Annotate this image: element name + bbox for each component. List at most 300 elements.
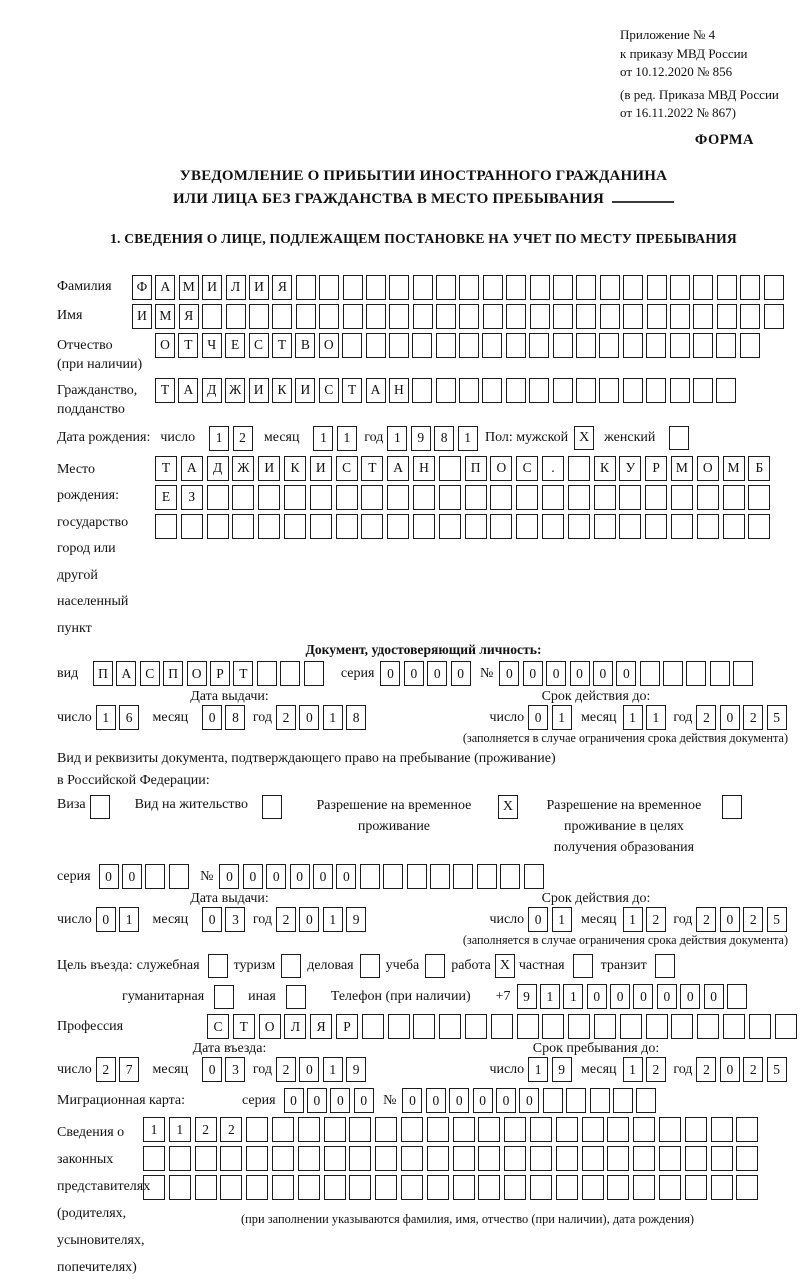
purpose-checkbox-commercial[interactable]: [360, 954, 380, 978]
char-cell[interactable]: Я: [310, 1014, 332, 1039]
char-cell[interactable]: 5: [767, 705, 787, 730]
char-cell[interactable]: [623, 378, 643, 403]
char-cell[interactable]: [659, 1117, 681, 1142]
char-cell[interactable]: [436, 304, 456, 329]
char-cell[interactable]: И: [258, 456, 280, 481]
char-cell[interactable]: О: [319, 333, 339, 358]
char-cell[interactable]: Т: [233, 661, 253, 686]
char-cell[interactable]: 0: [528, 907, 548, 932]
char-cell[interactable]: 1: [563, 984, 583, 1009]
char-cell[interactable]: [342, 333, 362, 358]
char-cell[interactable]: В: [295, 333, 315, 358]
char-cell[interactable]: [733, 661, 753, 686]
char-cell[interactable]: 1: [646, 705, 666, 730]
char-cell[interactable]: [740, 333, 760, 358]
char-cell[interactable]: О: [155, 333, 175, 358]
char-cell[interactable]: [324, 1175, 346, 1200]
char-cell[interactable]: [723, 485, 745, 510]
char-cell[interactable]: [181, 514, 203, 539]
char-cell[interactable]: 0: [546, 661, 566, 686]
char-cell[interactable]: [483, 304, 503, 329]
char-cell[interactable]: 6: [119, 705, 139, 730]
char-cell[interactable]: [195, 1146, 217, 1171]
char-cell[interactable]: Д: [202, 378, 222, 403]
char-cell[interactable]: [716, 333, 736, 358]
char-cell[interactable]: 0: [404, 661, 424, 686]
char-cell[interactable]: [343, 275, 363, 300]
char-cell[interactable]: [319, 304, 339, 329]
char-cell[interactable]: Т: [272, 333, 292, 358]
char-cell[interactable]: 0: [496, 1088, 516, 1113]
char-cell[interactable]: [383, 864, 403, 889]
char-cell[interactable]: [478, 1146, 500, 1171]
char-cell[interactable]: [530, 304, 550, 329]
char-cell[interactable]: 1: [528, 1057, 548, 1082]
char-cell[interactable]: [465, 514, 487, 539]
char-cell[interactable]: 2: [276, 705, 296, 730]
char-cell[interactable]: 0: [499, 661, 519, 686]
valid-day-cells[interactable]: [528, 705, 575, 730]
char-cell[interactable]: [553, 275, 573, 300]
char-cell[interactable]: [529, 378, 549, 403]
char-cell[interactable]: С: [516, 456, 538, 481]
char-cell[interactable]: [646, 1014, 668, 1039]
char-cell[interactable]: [506, 333, 526, 358]
char-cell[interactable]: [439, 456, 461, 481]
char-cell[interactable]: 1: [623, 1057, 643, 1082]
char-cell[interactable]: [427, 1175, 449, 1200]
char-cell[interactable]: [693, 304, 713, 329]
char-cell[interactable]: Н: [413, 456, 435, 481]
char-cell[interactable]: 0: [219, 864, 239, 889]
char-cell[interactable]: 1: [169, 1117, 191, 1142]
char-cell[interactable]: [582, 1146, 604, 1171]
char-cell[interactable]: [349, 1175, 371, 1200]
char-cell[interactable]: 0: [616, 661, 636, 686]
char-cell[interactable]: [685, 1146, 707, 1171]
char-cell[interactable]: Л: [284, 1014, 306, 1039]
char-cell[interactable]: [633, 1175, 655, 1200]
sex-male-checkbox[interactable]: X: [574, 426, 594, 450]
char-cell[interactable]: 0: [299, 907, 319, 932]
char-cell[interactable]: [500, 864, 520, 889]
char-cell[interactable]: [453, 864, 473, 889]
char-cell[interactable]: [717, 275, 737, 300]
char-cell[interactable]: 0: [720, 907, 740, 932]
char-cell[interactable]: 0: [587, 984, 607, 1009]
char-cell[interactable]: 0: [427, 661, 447, 686]
char-cell[interactable]: Д: [207, 456, 229, 481]
char-cell[interactable]: 0: [307, 1088, 327, 1113]
char-cell[interactable]: [207, 514, 229, 539]
issue-month-cells[interactable]: [202, 705, 249, 730]
char-cell[interactable]: [143, 1146, 165, 1171]
migcard-series-cells[interactable]: [284, 1088, 378, 1113]
char-cell[interactable]: П: [465, 456, 487, 481]
char-cell[interactable]: И: [310, 456, 332, 481]
char-cell[interactable]: [169, 1146, 191, 1171]
char-cell[interactable]: [477, 864, 497, 889]
char-cell[interactable]: 0: [330, 1088, 350, 1113]
char-cell[interactable]: [361, 485, 383, 510]
char-cell[interactable]: [553, 378, 573, 403]
char-cell[interactable]: Р: [645, 456, 667, 481]
char-cell[interactable]: [529, 333, 549, 358]
char-cell[interactable]: [568, 485, 590, 510]
char-cell[interactable]: [366, 304, 386, 329]
birth-year-cells[interactable]: [387, 426, 481, 451]
char-cell[interactable]: [647, 304, 667, 329]
char-cell[interactable]: [491, 1014, 513, 1039]
char-cell[interactable]: 8: [434, 426, 454, 451]
char-cell[interactable]: 2: [646, 907, 666, 932]
char-cell[interactable]: [543, 1088, 563, 1113]
char-cell[interactable]: 9: [411, 426, 431, 451]
char-cell[interactable]: [599, 378, 619, 403]
char-cell[interactable]: [582, 1175, 604, 1200]
char-cell[interactable]: 1: [323, 907, 343, 932]
char-cell[interactable]: 2: [743, 907, 763, 932]
char-cell[interactable]: Ч: [202, 333, 222, 358]
char-cell[interactable]: [413, 485, 435, 510]
char-cell[interactable]: [693, 275, 713, 300]
char-cell[interactable]: 0: [704, 984, 724, 1009]
char-cell[interactable]: [478, 1117, 500, 1142]
char-cell[interactable]: 0: [570, 661, 590, 686]
char-cell[interactable]: [298, 1117, 320, 1142]
char-cell[interactable]: [195, 1175, 217, 1200]
char-cell[interactable]: А: [181, 456, 203, 481]
char-cell[interactable]: 1: [623, 705, 643, 730]
representatives-cells-1[interactable]: [143, 1117, 762, 1142]
char-cell[interactable]: [413, 1014, 435, 1039]
char-cell[interactable]: 2: [696, 1057, 716, 1082]
birthplace-cells-2[interactable]: [155, 485, 774, 510]
char-cell[interactable]: П: [93, 661, 113, 686]
char-cell[interactable]: [361, 514, 383, 539]
char-cell[interactable]: 2: [743, 705, 763, 730]
char-cell[interactable]: [324, 1117, 346, 1142]
char-cell[interactable]: М: [155, 304, 175, 329]
char-cell[interactable]: [775, 1014, 797, 1039]
char-cell[interactable]: [439, 514, 461, 539]
char-cell[interactable]: Р: [210, 661, 230, 686]
char-cell[interactable]: [436, 378, 456, 403]
char-cell[interactable]: [401, 1175, 423, 1200]
char-cell[interactable]: [246, 1175, 268, 1200]
char-cell[interactable]: 0: [313, 864, 333, 889]
char-cell[interactable]: [623, 304, 643, 329]
char-cell[interactable]: [640, 661, 660, 686]
char-cell[interactable]: [375, 1175, 397, 1200]
char-cell[interactable]: [366, 275, 386, 300]
char-cell[interactable]: [375, 1146, 397, 1171]
char-cell[interactable]: [349, 1117, 371, 1142]
char-cell[interactable]: [246, 1146, 268, 1171]
char-cell[interactable]: [310, 485, 332, 510]
char-cell[interactable]: [594, 1014, 616, 1039]
char-cell[interactable]: 0: [99, 864, 119, 889]
char-cell[interactable]: [387, 485, 409, 510]
char-cell[interactable]: [169, 1175, 191, 1200]
char-cell[interactable]: А: [178, 378, 198, 403]
char-cell[interactable]: К: [272, 378, 292, 403]
char-cell[interactable]: 0: [202, 907, 222, 932]
stay-valid-month-cells[interactable]: [623, 907, 670, 932]
char-cell[interactable]: [375, 1117, 397, 1142]
issue-year-cells[interactable]: [276, 705, 370, 730]
char-cell[interactable]: [663, 661, 683, 686]
char-cell[interactable]: 0: [633, 984, 653, 1009]
birthplace-cells-1[interactable]: [155, 456, 774, 481]
char-cell[interactable]: 7: [119, 1057, 139, 1082]
char-cell[interactable]: [600, 275, 620, 300]
char-cell[interactable]: [427, 1146, 449, 1171]
char-cell[interactable]: [723, 514, 745, 539]
char-cell[interactable]: [620, 1014, 642, 1039]
char-cell[interactable]: 0: [720, 705, 740, 730]
entry-month-cells[interactable]: [202, 1057, 249, 1082]
char-cell[interactable]: Ф: [132, 275, 152, 300]
char-cell[interactable]: Т: [178, 333, 198, 358]
char-cell[interactable]: [284, 514, 306, 539]
char-cell[interactable]: 3: [225, 907, 245, 932]
char-cell[interactable]: 0: [96, 907, 116, 932]
char-cell[interactable]: [576, 304, 596, 329]
char-cell[interactable]: О: [187, 661, 207, 686]
char-cell[interactable]: [670, 275, 690, 300]
char-cell[interactable]: 0: [720, 1057, 740, 1082]
char-cell[interactable]: А: [155, 275, 175, 300]
char-cell[interactable]: [697, 485, 719, 510]
char-cell[interactable]: 1: [458, 426, 478, 451]
char-cell[interactable]: 0: [243, 864, 263, 889]
char-cell[interactable]: [566, 1088, 586, 1113]
char-cell[interactable]: [607, 1117, 629, 1142]
char-cell[interactable]: [568, 1014, 590, 1039]
char-cell[interactable]: М: [179, 275, 199, 300]
char-cell[interactable]: [389, 304, 409, 329]
firstname-cells[interactable]: [132, 304, 787, 329]
char-cell[interactable]: [430, 864, 450, 889]
purpose-checkbox-private[interactable]: [573, 954, 593, 978]
char-cell[interactable]: [232, 514, 254, 539]
char-cell[interactable]: [298, 1146, 320, 1171]
char-cell[interactable]: [693, 333, 713, 358]
char-cell[interactable]: Я: [272, 275, 292, 300]
char-cell[interactable]: М: [723, 456, 745, 481]
char-cell[interactable]: [607, 1175, 629, 1200]
char-cell[interactable]: И: [202, 275, 222, 300]
char-cell[interactable]: [202, 304, 222, 329]
char-cell[interactable]: [343, 304, 363, 329]
citizenship-cells[interactable]: [155, 378, 740, 403]
char-cell[interactable]: Я: [179, 304, 199, 329]
char-cell[interactable]: [232, 485, 254, 510]
char-cell[interactable]: [226, 304, 246, 329]
edu-residence-checkbox[interactable]: [722, 795, 742, 819]
stay-series-cells[interactable]: [99, 864, 193, 889]
char-cell[interactable]: Т: [155, 378, 175, 403]
char-cell[interactable]: [736, 1146, 758, 1171]
char-cell[interactable]: [490, 514, 512, 539]
char-cell[interactable]: 1: [552, 705, 572, 730]
char-cell[interactable]: [220, 1175, 242, 1200]
char-cell[interactable]: 1: [540, 984, 560, 1009]
char-cell[interactable]: [576, 378, 596, 403]
char-cell[interactable]: [413, 275, 433, 300]
doc-series-cells[interactable]: [380, 661, 474, 686]
char-cell[interactable]: [568, 514, 590, 539]
purpose-checkbox-work[interactable]: X: [495, 954, 515, 978]
char-cell[interactable]: [530, 1175, 552, 1200]
char-cell[interactable]: [671, 1014, 693, 1039]
char-cell[interactable]: [336, 485, 358, 510]
char-cell[interactable]: [272, 1117, 294, 1142]
char-cell[interactable]: П: [163, 661, 183, 686]
char-cell[interactable]: 8: [346, 705, 366, 730]
char-cell[interactable]: [633, 1146, 655, 1171]
char-cell[interactable]: [594, 485, 616, 510]
stay-valid-day-cells[interactable]: [528, 907, 575, 932]
char-cell[interactable]: [693, 378, 713, 403]
until-month-cells[interactable]: [623, 1057, 670, 1082]
char-cell[interactable]: 1: [323, 705, 343, 730]
char-cell[interactable]: [349, 1146, 371, 1171]
char-cell[interactable]: [599, 333, 619, 358]
char-cell[interactable]: 0: [299, 1057, 319, 1082]
char-cell[interactable]: [304, 661, 324, 686]
char-cell[interactable]: [483, 275, 503, 300]
char-cell[interactable]: [530, 275, 550, 300]
char-cell[interactable]: [717, 304, 737, 329]
stay-issue-day-cells[interactable]: [96, 907, 143, 932]
char-cell[interactable]: [671, 485, 693, 510]
char-cell[interactable]: [169, 864, 189, 889]
char-cell[interactable]: [453, 1175, 475, 1200]
char-cell[interactable]: 2: [646, 1057, 666, 1082]
char-cell[interactable]: 2: [696, 907, 716, 932]
char-cell[interactable]: 0: [610, 984, 630, 1009]
char-cell[interactable]: Т: [155, 456, 177, 481]
char-cell[interactable]: [711, 1117, 733, 1142]
until-year-cells[interactable]: [696, 1057, 790, 1082]
char-cell[interactable]: [711, 1146, 733, 1171]
char-cell[interactable]: [360, 864, 380, 889]
sex-female-checkbox[interactable]: [669, 426, 689, 450]
char-cell[interactable]: [401, 1117, 423, 1142]
char-cell[interactable]: 0: [336, 864, 356, 889]
char-cell[interactable]: 3: [225, 1057, 245, 1082]
char-cell[interactable]: [362, 1014, 384, 1039]
char-cell[interactable]: [576, 275, 596, 300]
char-cell[interactable]: 0: [402, 1088, 422, 1113]
char-cell[interactable]: [524, 864, 544, 889]
char-cell[interactable]: С: [336, 456, 358, 481]
char-cell[interactable]: [553, 333, 573, 358]
char-cell[interactable]: [272, 304, 292, 329]
purpose-checkbox-study[interactable]: [425, 954, 445, 978]
char-cell[interactable]: [516, 514, 538, 539]
char-cell[interactable]: О: [490, 456, 512, 481]
char-cell[interactable]: 1: [387, 426, 407, 451]
char-cell[interactable]: [530, 1146, 552, 1171]
char-cell[interactable]: 2: [195, 1117, 217, 1142]
char-cell[interactable]: Р: [336, 1014, 358, 1039]
char-cell[interactable]: [296, 275, 316, 300]
char-cell[interactable]: [736, 1117, 758, 1142]
char-cell[interactable]: К: [594, 456, 616, 481]
char-cell[interactable]: [542, 485, 564, 510]
char-cell[interactable]: 1: [119, 907, 139, 932]
char-cell[interactable]: [710, 661, 730, 686]
temp-residence-checkbox[interactable]: X: [498, 795, 518, 819]
char-cell[interactable]: К: [284, 456, 306, 481]
char-cell[interactable]: [576, 333, 596, 358]
char-cell[interactable]: [582, 1117, 604, 1142]
char-cell[interactable]: [143, 1175, 165, 1200]
char-cell[interactable]: [646, 333, 666, 358]
char-cell[interactable]: [506, 275, 526, 300]
char-cell[interactable]: [590, 1088, 610, 1113]
char-cell[interactable]: [697, 1014, 719, 1039]
valid-month-cells[interactable]: [623, 705, 670, 730]
char-cell[interactable]: 2: [696, 705, 716, 730]
char-cell[interactable]: [506, 304, 526, 329]
char-cell[interactable]: [272, 1146, 294, 1171]
char-cell[interactable]: [647, 275, 667, 300]
purpose-checkbox-other[interactable]: [286, 985, 306, 1009]
char-cell[interactable]: Н: [389, 378, 409, 403]
char-cell[interactable]: И: [132, 304, 152, 329]
char-cell[interactable]: [465, 485, 487, 510]
char-cell[interactable]: [556, 1146, 578, 1171]
char-cell[interactable]: [506, 378, 526, 403]
residence-permit-checkbox[interactable]: [262, 795, 282, 819]
char-cell[interactable]: [388, 1014, 410, 1039]
char-cell[interactable]: [671, 514, 693, 539]
char-cell[interactable]: 0: [426, 1088, 446, 1113]
char-cell[interactable]: [504, 1175, 526, 1200]
char-cell[interactable]: [504, 1146, 526, 1171]
char-cell[interactable]: И: [249, 275, 269, 300]
char-cell[interactable]: [697, 514, 719, 539]
char-cell[interactable]: [310, 514, 332, 539]
char-cell[interactable]: 0: [299, 705, 319, 730]
char-cell[interactable]: [723, 1014, 745, 1039]
char-cell[interactable]: [490, 485, 512, 510]
char-cell[interactable]: [319, 275, 339, 300]
char-cell[interactable]: Ж: [232, 456, 254, 481]
representatives-cells-3[interactable]: [143, 1175, 762, 1200]
char-cell[interactable]: [412, 333, 432, 358]
char-cell[interactable]: 0: [266, 864, 286, 889]
char-cell[interactable]: [607, 1146, 629, 1171]
char-cell[interactable]: [764, 275, 784, 300]
char-cell[interactable]: Е: [155, 485, 177, 510]
char-cell[interactable]: [366, 333, 386, 358]
char-cell[interactable]: [407, 864, 427, 889]
doc-number-cells[interactable]: [499, 661, 756, 686]
char-cell[interactable]: [387, 514, 409, 539]
char-cell[interactable]: [517, 1014, 539, 1039]
char-cell[interactable]: [716, 378, 736, 403]
char-cell[interactable]: С: [249, 333, 269, 358]
char-cell[interactable]: М: [671, 456, 693, 481]
char-cell[interactable]: 9: [552, 1057, 572, 1082]
char-cell[interactable]: 9: [517, 984, 537, 1009]
char-cell[interactable]: 0: [380, 661, 400, 686]
